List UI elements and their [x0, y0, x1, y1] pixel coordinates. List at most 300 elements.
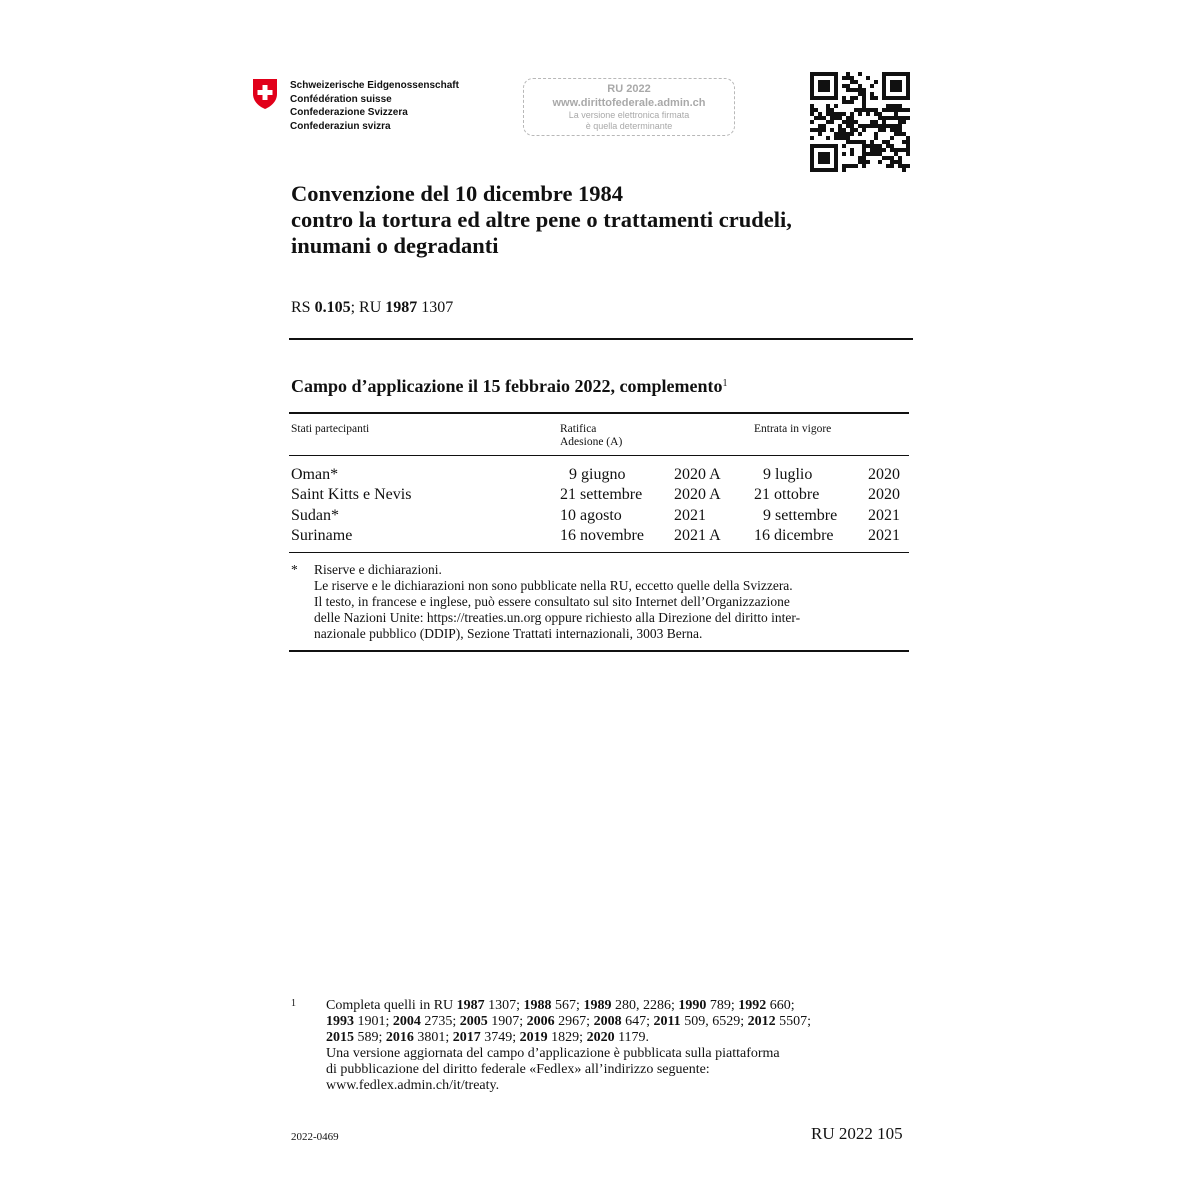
- note-text: [314, 562, 914, 642]
- qr-module: [838, 128, 842, 132]
- qr-module: [830, 96, 834, 100]
- qr-module: [830, 108, 834, 112]
- qr-module: [870, 84, 874, 88]
- ru-year: 1987: [385, 299, 418, 316]
- qr-module: [842, 152, 846, 156]
- qr-module: [822, 156, 826, 160]
- qr-module: [874, 108, 878, 112]
- qr-module: [822, 124, 826, 128]
- qr-module: [810, 104, 814, 108]
- qr-module: [902, 168, 906, 172]
- ref-pages: 789;: [706, 998, 739, 1013]
- qr-module: [874, 152, 878, 156]
- qr-module: [894, 132, 898, 136]
- ref-pages: 1829;: [547, 1030, 587, 1045]
- note-line: delle Nazioni Unite: https://treaties.un.org oppure richiesto alla Direzione del diritto inter-: [314, 610, 801, 625]
- qr-module: [886, 156, 890, 160]
- qr-module: [862, 92, 866, 96]
- qr-module: [862, 128, 866, 132]
- qr-module: [842, 96, 846, 100]
- table-cell-entry-date: 9 settembre: [763, 507, 838, 524]
- qr-module: [870, 96, 874, 100]
- qr-module: [874, 120, 878, 124]
- table-cell-state: Oman*: [291, 466, 339, 483]
- qr-module: [890, 84, 894, 88]
- table-cell-ratification-date: 16 novembre: [560, 527, 644, 544]
- footnote-body: [326, 998, 916, 1094]
- qr-module: [862, 144, 866, 148]
- qr-module: [854, 80, 858, 84]
- qr-module: [902, 140, 906, 144]
- divider: [289, 338, 913, 340]
- qr-module: [882, 80, 886, 84]
- qr-module: [822, 88, 826, 92]
- table-cell-ratification-date: 9 giugno: [569, 466, 626, 483]
- qr-module: [902, 108, 906, 112]
- qr-module: [830, 144, 834, 148]
- qr-module: [898, 108, 902, 112]
- qr-module: [830, 72, 834, 76]
- qr-module: [818, 80, 822, 84]
- qr-module: [858, 132, 862, 136]
- qr-module: [862, 156, 866, 160]
- qr-module: [890, 88, 894, 92]
- qr-module: [846, 88, 850, 92]
- qr-module: [810, 136, 814, 140]
- qr-module: [810, 120, 814, 124]
- qr-module: [810, 128, 814, 132]
- qr-module: [890, 164, 894, 168]
- header-ratification-label: Ratifica: [560, 423, 597, 435]
- ref-pages: 1307;: [484, 998, 524, 1013]
- table-cell-entry-date: 21 ottobre: [754, 486, 820, 503]
- ref-year: 2012: [747, 1014, 776, 1029]
- qr-module: [882, 84, 886, 88]
- qr-module: [862, 160, 866, 164]
- qr-module: [894, 116, 898, 120]
- qr-module: [834, 168, 838, 172]
- qr-module: [886, 116, 890, 120]
- qr-module: [882, 76, 886, 80]
- qr-module: [902, 116, 906, 120]
- qr-module: [862, 88, 866, 92]
- title-line: Convenzione del 10 dicembre 1984: [291, 181, 624, 206]
- qr-module: [850, 80, 854, 84]
- qr-module: [894, 88, 898, 92]
- qr-module: [906, 92, 910, 96]
- qr-module: [894, 84, 898, 88]
- document-title: [291, 181, 911, 259]
- qr-module: [862, 96, 866, 100]
- title-line: contro la tortura ed altre pene o trattamenti crudeli,: [291, 207, 792, 232]
- qr-module: [834, 72, 838, 76]
- qr-module: [826, 72, 830, 76]
- qr-module: [822, 96, 826, 100]
- qr-module: [814, 108, 818, 112]
- qr-module: [878, 160, 882, 164]
- qr-module: [818, 84, 822, 88]
- qr-module: [846, 120, 850, 124]
- qr-module: [902, 96, 906, 100]
- qr-module: [898, 132, 902, 136]
- qr-module: [878, 128, 882, 132]
- qr-module: [822, 84, 826, 88]
- ru-prefix: ; RU: [350, 299, 386, 316]
- qr-module: [858, 84, 862, 88]
- qr-module: [810, 84, 814, 88]
- stamp-ru: RU 2022: [607, 83, 651, 95]
- qr-module: [834, 156, 838, 160]
- qr-module: [850, 128, 854, 132]
- table-cell-state: Suriname: [291, 527, 353, 544]
- table-cell-ratification-date: 10 agosto: [560, 507, 622, 524]
- qr-module: [870, 140, 874, 144]
- ref-pages: 280, 2286;: [611, 998, 679, 1013]
- qr-module: [850, 76, 854, 80]
- confed-line: Confederaziun svizra: [290, 120, 391, 132]
- qr-module: [906, 108, 910, 112]
- qr-module: [810, 152, 814, 156]
- qr-module: [866, 112, 870, 116]
- qr-module: [866, 76, 870, 80]
- qr-module: [834, 84, 838, 88]
- note-line: Il testo, in francese e inglese, può essere consultato sul sito Internet dell’Organizzazione: [314, 594, 790, 609]
- qr-module: [894, 124, 898, 128]
- note-line: nazionale pubblico (DDIP), Sezione Trattati internazionali, 3003 Berna.: [314, 626, 703, 641]
- qr-module: [874, 148, 878, 152]
- qr-module: [842, 136, 846, 140]
- qr-module: [898, 128, 902, 132]
- ref-year: 2005: [459, 1014, 488, 1029]
- qr-module: [858, 88, 862, 92]
- table-cell-ratification-year: 2021 A: [674, 527, 721, 544]
- footnote-refs-line: [326, 1014, 916, 1030]
- qr-module: [906, 72, 910, 76]
- qr-module: [818, 160, 822, 164]
- ref-pages: 2735;: [420, 1014, 460, 1029]
- qr-module: [834, 92, 838, 96]
- qr-module: [826, 80, 830, 84]
- qr-module: [842, 112, 846, 116]
- qr-module: [826, 96, 830, 100]
- qr-module: [898, 96, 902, 100]
- qr-module: [906, 76, 910, 80]
- qr-module: [886, 144, 890, 148]
- table-end-rule: [289, 650, 909, 652]
- qr-module: [906, 148, 910, 152]
- ref-pages: 660;: [766, 998, 795, 1013]
- qr-module: [838, 124, 842, 128]
- qr-module: [826, 168, 830, 172]
- qr-module: [810, 72, 814, 76]
- confederation-names: [290, 79, 459, 133]
- reference-line: [291, 299, 453, 317]
- ref-year: 1990: [678, 998, 707, 1013]
- qr-module: [902, 164, 906, 168]
- qr-module: [890, 96, 894, 100]
- qr-module: [886, 108, 890, 112]
- ref-year: 2020: [586, 1030, 615, 1045]
- qr-module: [882, 148, 886, 152]
- table-top-rule: [289, 412, 909, 414]
- qr-module: [810, 80, 814, 84]
- electronic-version-stamp: [523, 78, 735, 136]
- qr-module: [890, 116, 894, 120]
- qr-module: [862, 104, 866, 108]
- qr-module: [818, 96, 822, 100]
- qr-module: [838, 112, 842, 116]
- qr-module: [898, 88, 902, 92]
- qr-module: [822, 116, 826, 120]
- qr-module: [902, 120, 906, 124]
- table-cell-entry-date: 16 dicembre: [754, 527, 834, 544]
- qr-module: [894, 72, 898, 76]
- qr-module: [810, 76, 814, 80]
- qr-module: [814, 144, 818, 148]
- qr-module: [882, 140, 886, 144]
- ref-pages: 1901;: [354, 1014, 393, 1029]
- qr-module: [834, 88, 838, 92]
- qr-module: [906, 88, 910, 92]
- qr-module: [854, 108, 858, 112]
- ref-pages: 647;: [621, 1014, 654, 1029]
- qr-module: [862, 124, 866, 128]
- qr-module: [874, 124, 878, 128]
- qr-module: [814, 116, 818, 120]
- qr-module: [898, 164, 902, 168]
- qr-module: [834, 104, 838, 108]
- qr-module: [810, 96, 814, 100]
- qr-module: [902, 72, 906, 76]
- qr-module: [822, 152, 826, 156]
- stamp-note: è quella determinante: [585, 121, 673, 131]
- qr-module: [898, 124, 902, 128]
- confed-line: Confédération suisse: [290, 93, 392, 105]
- qr-module: [846, 116, 850, 120]
- qr-module: [898, 104, 902, 108]
- qr-module: [822, 168, 826, 172]
- qr-module: [850, 148, 854, 152]
- qr-module: [846, 140, 850, 144]
- qr-module: [886, 124, 890, 128]
- qr-module: [882, 116, 886, 120]
- qr-module: [810, 144, 814, 148]
- qr-module: [814, 72, 818, 76]
- ref-year: 2008: [593, 1014, 622, 1029]
- footnote-line: di pubblicazione del diritto federale «Fedlex» all’indirizzo seguente:: [326, 1062, 710, 1077]
- qr-module: [818, 168, 822, 172]
- qr-module: [878, 124, 882, 128]
- qr-module: [866, 108, 870, 112]
- qr-module: [818, 112, 822, 116]
- qr-module: [850, 124, 854, 128]
- qr-module: [810, 92, 814, 96]
- table-cell-entry-year: 2021: [868, 507, 900, 524]
- qr-module: [850, 100, 854, 104]
- qr-module: [810, 156, 814, 160]
- ref-year: 2006: [526, 1014, 555, 1029]
- qr-module: [898, 72, 902, 76]
- ref-year: 1989: [583, 998, 612, 1013]
- qr-module: [810, 168, 814, 172]
- qr-module: [882, 128, 886, 132]
- ref-year: 1987: [456, 998, 485, 1013]
- qr-module: [870, 92, 874, 96]
- qr-module: [854, 120, 858, 124]
- qr-module: [826, 136, 830, 140]
- qr-module: [898, 156, 902, 160]
- qr-module: [886, 164, 890, 168]
- qr-module: [850, 96, 854, 100]
- note-marker: *: [291, 562, 298, 577]
- qr-module: [858, 140, 862, 144]
- footnote-refs-line: [326, 1030, 916, 1046]
- table-cell-entry-year: 2021: [868, 527, 900, 544]
- title-line: inumani o degradanti: [291, 233, 499, 258]
- qr-module: [850, 116, 854, 120]
- rs-prefix: RS: [291, 299, 315, 316]
- qr-module: [878, 152, 882, 156]
- qr-module: [882, 72, 886, 76]
- qr-module: [846, 84, 850, 88]
- qr-module: [874, 144, 878, 148]
- qr-module: [810, 108, 814, 112]
- qr-module: [894, 96, 898, 100]
- qr-module: [830, 128, 834, 132]
- qr-module: [882, 96, 886, 100]
- qr-module: [906, 84, 910, 88]
- footnote-marker[interactable]: 1: [722, 378, 728, 389]
- qr-module: [890, 80, 894, 84]
- qr-module: [826, 84, 830, 88]
- table-cell-ratification-year: 2020 A: [674, 466, 721, 483]
- qr-module: [810, 88, 814, 92]
- qr-module: [866, 144, 870, 148]
- qr-module: [886, 96, 890, 100]
- qr-module: [814, 128, 818, 132]
- qr-module: [846, 76, 850, 80]
- qr-module: [854, 96, 858, 100]
- qr-module: [826, 156, 830, 160]
- qr-module: [866, 124, 870, 128]
- ref-year: 2011: [653, 1014, 681, 1029]
- rs-number: 0.105: [314, 299, 351, 316]
- qr-module: [858, 112, 862, 116]
- qr-module: [830, 120, 834, 124]
- qr-module: [830, 116, 834, 120]
- qr-module: [862, 140, 866, 144]
- qr-module: [818, 144, 822, 148]
- qr-module: [858, 92, 862, 96]
- table-cell-entry-year: 2020: [868, 466, 900, 483]
- qr-module: [898, 160, 902, 164]
- qr-module: [898, 116, 902, 120]
- ref-year: 2015: [326, 1030, 354, 1045]
- page-reference: RU 2022 105: [811, 1124, 903, 1143]
- qr-module: [874, 132, 878, 136]
- qr-module: [822, 160, 826, 164]
- qr-module: [870, 120, 874, 124]
- ref-year: 1992: [738, 998, 767, 1013]
- qr-module: [906, 164, 910, 168]
- confed-line: Schweizerische Eidgenossenschaft: [290, 80, 459, 91]
- qr-module: [894, 80, 898, 84]
- qr-module: [850, 88, 854, 92]
- qr-module: [878, 148, 882, 152]
- qr-module: [842, 120, 846, 124]
- qr-module: [850, 112, 854, 116]
- ref-pages: 3749;: [480, 1030, 520, 1045]
- qr-module: [850, 140, 854, 144]
- table-cell-ratification-year: 2020 A: [674, 486, 721, 503]
- ref-year: 2017: [452, 1030, 481, 1045]
- qr-module: [858, 160, 862, 164]
- qr-module: [906, 96, 910, 100]
- qr-module: [810, 112, 814, 116]
- qr-module: [890, 160, 894, 164]
- table-cell-entry-year: 2020: [868, 486, 900, 503]
- qr-module: [826, 160, 830, 164]
- qr-module: [842, 132, 846, 136]
- qr-module: [874, 112, 878, 116]
- qr-module: [858, 72, 862, 76]
- stamp-url[interactable]: www.dirittofederale.admin.ch: [552, 97, 706, 109]
- qr-module: [810, 164, 814, 168]
- qr-module: [834, 116, 838, 120]
- note-line: Le riserve e le dichiarazioni non sono pubblicate nella RU, eccetto quelle della Svizzera.: [314, 578, 793, 593]
- qr-module: [810, 148, 814, 152]
- document-number: 2022-0469: [291, 1131, 339, 1143]
- qr-module: [906, 152, 910, 156]
- qr-module: [882, 120, 886, 124]
- qr-module: [846, 164, 850, 168]
- confed-line: Confederazione Svizzera: [290, 107, 408, 118]
- qr-module: [882, 124, 886, 128]
- footnote-link[interactable]: www.fedlex.admin.ch/it/treaty.: [326, 1078, 500, 1093]
- qr-module: [894, 108, 898, 112]
- qr-module: [866, 160, 870, 164]
- qr-module: [842, 144, 846, 148]
- qr-module: [846, 132, 850, 136]
- qr-module: [834, 76, 838, 80]
- note-line: Riserve e dichiarazioni.: [314, 562, 442, 577]
- qr-module: [862, 164, 866, 168]
- qr-module: [894, 112, 898, 116]
- qr-module: [874, 96, 878, 100]
- qr-module: [874, 136, 878, 140]
- qr-module: [826, 104, 830, 108]
- ref-pages: 2967;: [554, 1014, 594, 1029]
- qr-module: [834, 152, 838, 156]
- qr-module: [858, 156, 862, 160]
- qr-module: [882, 156, 886, 160]
- qr-module: [906, 144, 910, 148]
- qr-module: [822, 72, 826, 76]
- qr-module: [846, 136, 850, 140]
- qr-module: [826, 112, 830, 116]
- stamp-note: La versione elettronica firmata: [568, 110, 690, 120]
- qr-module: [842, 164, 846, 168]
- qr-module: [894, 128, 898, 132]
- qr-module: [846, 72, 850, 76]
- qr-module: [814, 168, 818, 172]
- ref-pages: 509, 6529;: [680, 1014, 748, 1029]
- qr-module: [874, 80, 878, 84]
- qr-module: [818, 156, 822, 160]
- qr-module: [818, 72, 822, 76]
- ref-year: 2004: [392, 1014, 421, 1029]
- header-entry: Entrata in vigore: [754, 423, 832, 435]
